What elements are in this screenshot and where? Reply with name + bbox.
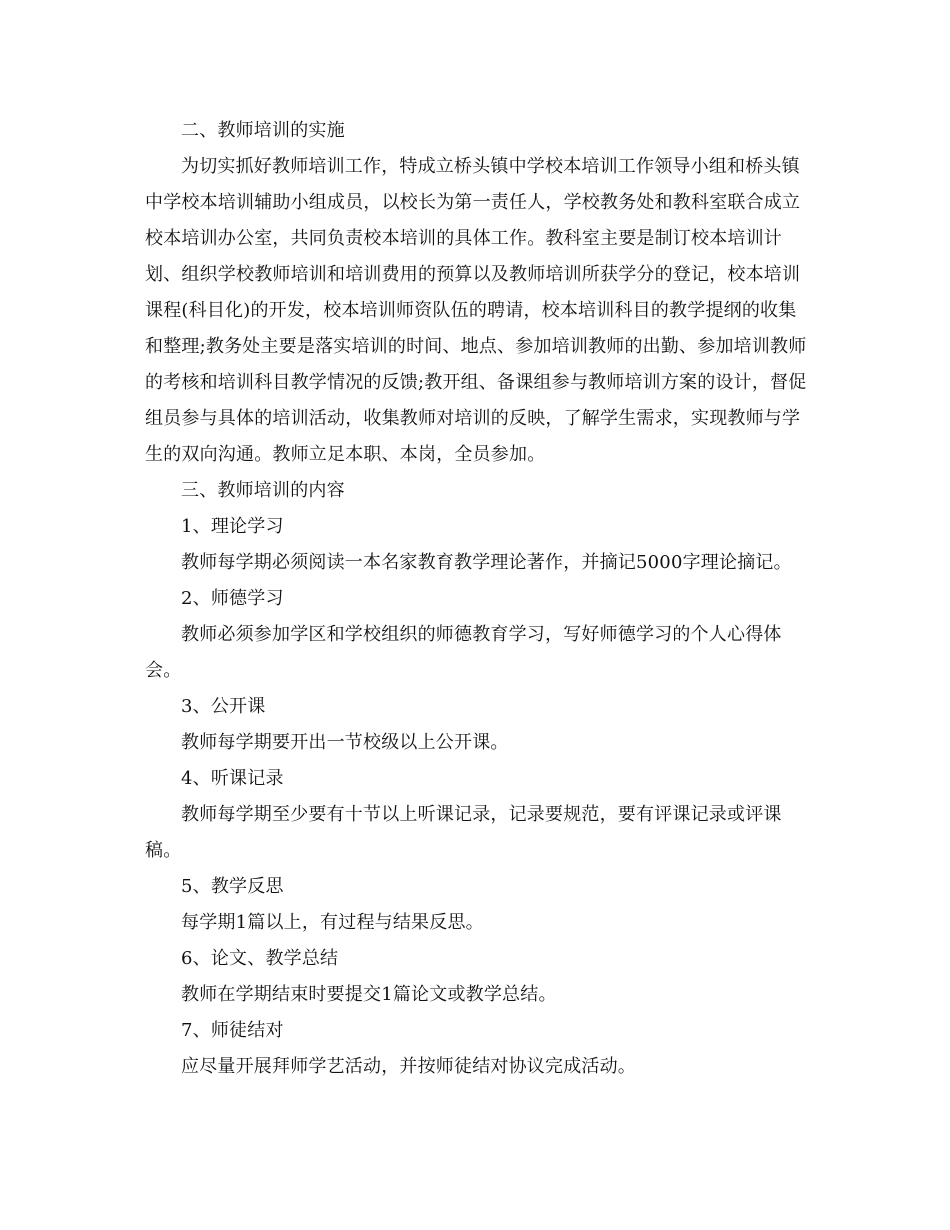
subheading-paper-summary: 6、论文、教学总结	[181, 948, 339, 969]
subheading-ethics-study: 2、师德学习	[181, 588, 284, 609]
body-paragraph-open-class: 教师每学期要开出一节校级以上公开课。	[181, 732, 509, 753]
subheading-open-class: 3、公开课	[181, 696, 266, 717]
subheading-theory-study: 1、理论学习	[181, 516, 284, 537]
body-paragraph-lesson-observation: 教师每学期至少要有十节以上听课记录，记录要规范，要有评课记录或评课稿。	[145, 804, 782, 861]
section-heading-content: 三、教师培训的内容	[181, 480, 345, 501]
subheading-lesson-observation: 4、听课记录	[181, 768, 284, 789]
body-paragraph-mentorship: 应尽量开展拜师学艺活动，并按师徒结对协议完成活动。	[181, 1056, 636, 1077]
body-paragraph-implementation: 为切实抓好教师培训工作，特成立桥头镇中学校本培训工作领导小组和桥头镇中学校本培训辅助小组成员，以校长为第一责任人，学校教务处和教科室联合成立校本培训办公室，共同负责校本培训的具体工作。教科室主要是制订校本培训计划、组织学校教师培训和培训费用的预算以及教师培训所获学分的登记，校本培训课程(科目化)的开发，校本培训师资队伍的聘请，校本培训科目的教学提纲的收集和整理;教务处主要是落实培训的时间、地点、参加培训教师的出勤、参加培训教师的考核和培训科目教学情况的反馈;教开组、备课组参与教师培训方案的设计，督促组员参与具体的培训活动，收集教师对培训的反映，了解学生需求，实现教师与学生的双向沟通。教师立足本职、本岗，全员参加。	[145, 156, 807, 465]
subheading-teaching-reflection: 5、教学反思	[181, 876, 284, 897]
section-heading-implementation: 二、教师培训的实施	[181, 120, 345, 141]
body-paragraph-theory-study: 教师每学期必须阅读一本名家教育教学理论著作，并摘记5000字理论摘记。	[181, 552, 792, 573]
body-paragraph-paper-summary: 教师在学期结束时要提交1篇论文或教学总结。	[181, 984, 557, 1005]
document-body	[145, 113, 807, 1085]
body-paragraph-teaching-reflection: 每学期1篇以上，有过程与结果反思。	[181, 912, 484, 933]
subheading-mentorship: 7、师徒结对	[181, 1020, 284, 1041]
body-paragraph-ethics-study: 教师必须参加学区和学校组织的师德教育学习，写好师德学习的个人心得体会。	[145, 624, 782, 681]
